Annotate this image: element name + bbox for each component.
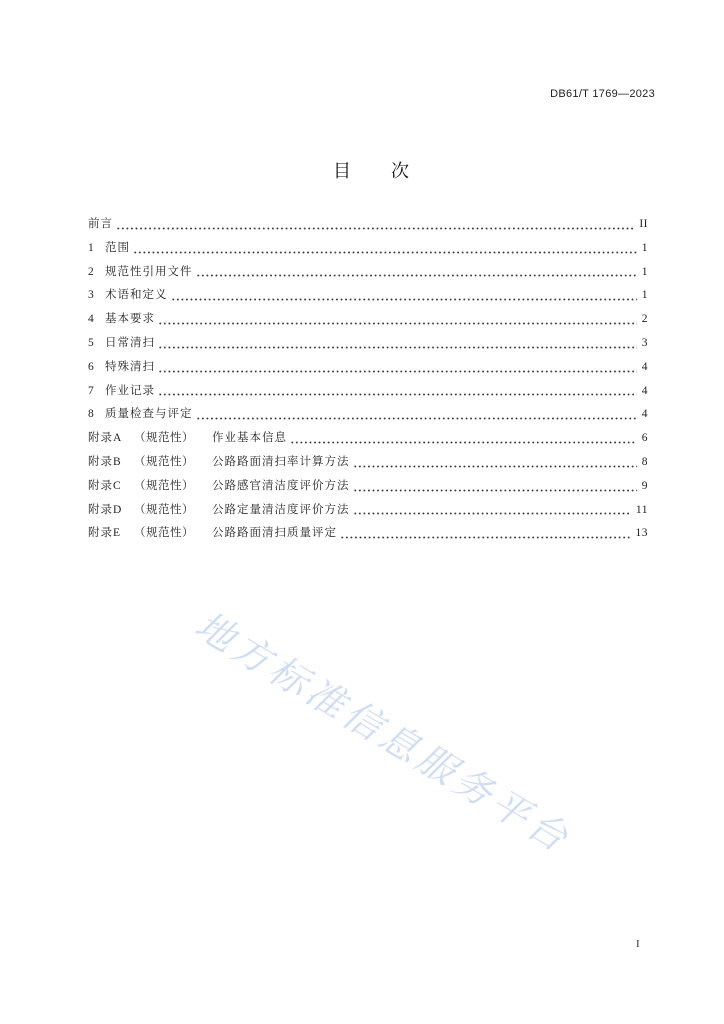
toc-entry-page: 4 — [641, 384, 648, 397]
toc-entry-page: 13 — [635, 527, 648, 540]
toc-entry-number: 1 — [88, 241, 95, 254]
toc-entry-label: 规范性引用文件 — [105, 265, 193, 278]
dot-leader — [116, 219, 634, 231]
toc-entry-number: 7 — [88, 384, 95, 397]
toc-entry-page: 4 — [641, 408, 648, 421]
toc-entry-label: 公路路面清扫质量评定 — [212, 527, 337, 540]
toc-entry-appendix[interactable] — [88, 427, 648, 451]
toc-entry-page: 2 — [641, 313, 648, 326]
dot-leader — [290, 433, 637, 445]
toc-entry-label: 公路路面清扫率计算方法 — [212, 455, 350, 468]
toc-entry-label: 作业记录 — [105, 384, 155, 397]
toc-entry-label: 术语和定义 — [105, 289, 168, 302]
page-title: 目 次 — [333, 161, 420, 181]
toc-entry-page: 1 — [641, 241, 648, 254]
dot-leader — [158, 385, 637, 397]
toc-entry-label: 前言 — [88, 218, 113, 230]
dot-leader — [158, 314, 637, 326]
dot-leader — [340, 528, 631, 540]
toc-entry-page: II — [639, 218, 648, 230]
toc-entry-page: 6 — [641, 432, 648, 445]
page-number: I — [636, 938, 640, 950]
toc-entry-label: 特殊清扫 — [105, 360, 155, 373]
toc-entry-number: 8 — [88, 408, 95, 421]
dot-leader — [158, 362, 637, 374]
dot-leader — [196, 409, 637, 421]
appendix-type: （规范性） — [134, 503, 194, 516]
dot-leader — [171, 290, 637, 302]
appendix-type: （规范性） — [134, 479, 194, 492]
toc-entry[interactable] — [88, 403, 648, 427]
toc-entry-number: 6 — [88, 360, 95, 373]
toc-entry-number: 3 — [88, 289, 95, 302]
appendix-number: 附录D — [88, 503, 123, 516]
toc-entry-label: 范围 — [105, 241, 130, 254]
appendix-type: （规范性） — [134, 527, 194, 540]
dot-leader — [133, 243, 637, 255]
toc-entry-appendix[interactable] — [88, 522, 648, 546]
toc-entry-label: 质量检查与评定 — [105, 408, 193, 421]
watermark: 地方标准信息服务平台 — [187, 602, 579, 863]
appendix-number: 附录C — [88, 479, 122, 492]
toc-entry-page: 1 — [641, 289, 648, 302]
toc-entry-label: 公路感官清洁度评价方法 — [212, 479, 350, 492]
toc-entry-label: 公路定量清洁度评价方法 — [212, 503, 350, 516]
appendix-number: 附录B — [88, 455, 122, 468]
dot-leader — [353, 481, 637, 493]
table-of-contents — [88, 213, 648, 546]
toc-entry[interactable] — [88, 332, 648, 356]
appendix-type: （规范性） — [134, 455, 194, 468]
toc-entry[interactable] — [88, 380, 648, 404]
dot-leader — [196, 266, 637, 278]
toc-entry-page: 4 — [641, 360, 648, 373]
appendix-number: 附录E — [88, 527, 122, 540]
toc-entry[interactable] — [88, 284, 648, 308]
appendix-number: 附录A — [88, 432, 123, 445]
toc-entry-number: 4 — [88, 313, 95, 326]
toc-entry-foreword[interactable] — [88, 213, 648, 237]
toc-entry[interactable] — [88, 237, 648, 261]
toc-entry[interactable] — [88, 356, 648, 380]
toc-entry-label: 作业基本信息 — [212, 432, 287, 445]
toc-entry-label: 基本要求 — [105, 313, 155, 326]
document-code: DB61/T 1769—2023 — [550, 88, 655, 100]
toc-entry-page: 3 — [641, 336, 648, 349]
appendix-type: （规范性） — [134, 432, 194, 445]
toc-entry-page: 1 — [641, 265, 648, 278]
toc-entry-number: 5 — [88, 336, 95, 349]
dot-leader — [158, 338, 637, 350]
toc-entry-page: 11 — [635, 503, 648, 516]
toc-entry-page: 9 — [641, 479, 648, 492]
toc-entry-label: 日常清扫 — [105, 336, 155, 349]
toc-entry[interactable] — [88, 261, 648, 285]
dot-leader — [353, 504, 631, 516]
toc-entry-number: 2 — [88, 265, 95, 278]
toc-entry-appendix[interactable] — [88, 475, 648, 499]
toc-entry-appendix[interactable] — [88, 499, 648, 523]
dot-leader — [353, 457, 637, 469]
toc-entry[interactable] — [88, 308, 648, 332]
toc-entry-page: 8 — [641, 455, 648, 468]
toc-entry-appendix[interactable] — [88, 451, 648, 475]
